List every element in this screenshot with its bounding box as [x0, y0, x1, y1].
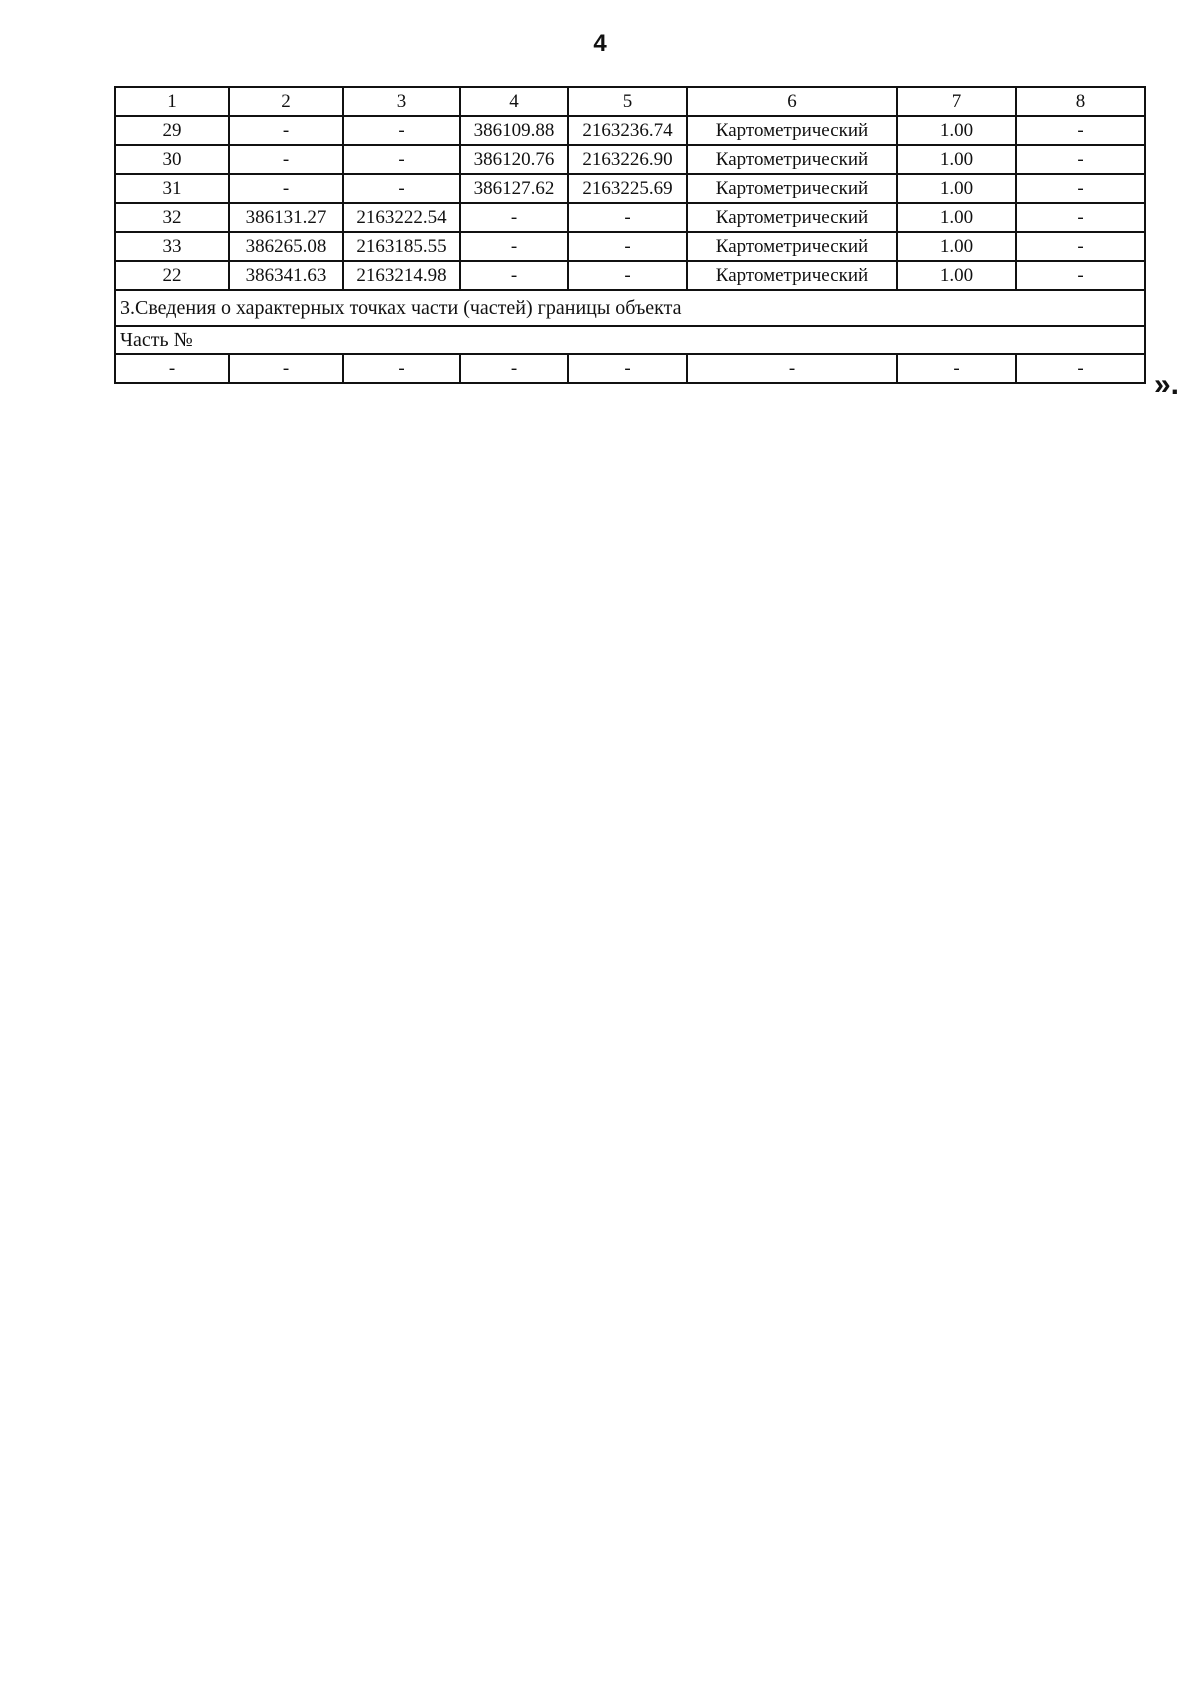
- table-cell: -: [568, 261, 687, 290]
- boundary-points-table: [114, 86, 1146, 384]
- header-cell: 4: [460, 87, 568, 116]
- table-cell: -: [460, 261, 568, 290]
- table-cell: 30: [115, 145, 229, 174]
- header-cell: 8: [1016, 87, 1145, 116]
- table-cell: -: [568, 354, 687, 383]
- table-cell: -: [1016, 203, 1145, 232]
- table-cell: Картометрический: [687, 116, 897, 145]
- table-cell: -: [687, 354, 897, 383]
- table-cell: 386127.62: [460, 174, 568, 203]
- table-cell: -: [343, 116, 460, 145]
- table-cell: Картометрический: [687, 174, 897, 203]
- table-cell: -: [343, 354, 460, 383]
- table-cell: 2163185.55: [343, 232, 460, 261]
- table-cell: -: [460, 232, 568, 261]
- table-cell: -: [229, 174, 343, 203]
- table-cell: Картометрический: [687, 232, 897, 261]
- table-cell: 386109.88: [460, 116, 568, 145]
- table-cell: -: [1016, 174, 1145, 203]
- table-cell: 386265.08: [229, 232, 343, 261]
- table-cell: -: [343, 145, 460, 174]
- table-cell: 33: [115, 232, 229, 261]
- table-cell: 31: [115, 174, 229, 203]
- table-cell: 29: [115, 116, 229, 145]
- table-cell: -: [1016, 145, 1145, 174]
- table-row: [115, 145, 1145, 174]
- page-number: 4: [593, 30, 607, 57]
- table-cell: 1.00: [897, 232, 1016, 261]
- table-cell: 1.00: [897, 261, 1016, 290]
- header-cell: 5: [568, 87, 687, 116]
- header-cell: 6: [687, 87, 897, 116]
- closing-quote-mark: ».: [1154, 368, 1180, 401]
- table-cell: -: [1016, 261, 1145, 290]
- table-cell: -: [568, 203, 687, 232]
- header-cell: 1: [115, 87, 229, 116]
- table-cell: -: [229, 116, 343, 145]
- table-cell: 22: [115, 261, 229, 290]
- table-cell: Картометрический: [687, 203, 897, 232]
- table-cell: 386341.63: [229, 261, 343, 290]
- table-header-row: [115, 87, 1145, 116]
- part-label: Часть №: [115, 326, 1145, 354]
- table-cell: 2163225.69: [568, 174, 687, 203]
- section-title: 3.Сведения о характерных точках части (частей) границы объекта: [115, 290, 1145, 326]
- part-label-row: [115, 326, 1145, 354]
- table-cell: -: [568, 232, 687, 261]
- table-row: [115, 261, 1145, 290]
- table-cell: -: [460, 203, 568, 232]
- table-cell: Картометрический: [687, 145, 897, 174]
- table-cell: -: [343, 174, 460, 203]
- table-row: [115, 116, 1145, 145]
- table-cell: -: [460, 354, 568, 383]
- table-cell: 32: [115, 203, 229, 232]
- header-cell: 3: [343, 87, 460, 116]
- table-cell: -: [115, 354, 229, 383]
- table-cell: 1.00: [897, 203, 1016, 232]
- table-cell: 1.00: [897, 116, 1016, 145]
- table-cell: -: [897, 354, 1016, 383]
- table-cell: -: [1016, 232, 1145, 261]
- header-cell: 7: [897, 87, 1016, 116]
- table-cell: 1.00: [897, 145, 1016, 174]
- table-cell: 1.00: [897, 174, 1016, 203]
- table-row: [115, 203, 1145, 232]
- table-cell: -: [229, 145, 343, 174]
- table-row: [115, 232, 1145, 261]
- table-cell: 2163214.98: [343, 261, 460, 290]
- section-title-row: [115, 290, 1145, 326]
- table-cell: 2163236.74: [568, 116, 687, 145]
- table-cell: 386131.27: [229, 203, 343, 232]
- table-cell: 386120.76: [460, 145, 568, 174]
- table-cell: -: [1016, 354, 1145, 383]
- table-row: [115, 174, 1145, 203]
- table-cell: 2163226.90: [568, 145, 687, 174]
- table-cell: -: [1016, 116, 1145, 145]
- table-cell: Картометрический: [687, 261, 897, 290]
- table-cell: -: [229, 354, 343, 383]
- empty-row: [115, 354, 1145, 383]
- header-cell: 2: [229, 87, 343, 116]
- table-cell: 2163222.54: [343, 203, 460, 232]
